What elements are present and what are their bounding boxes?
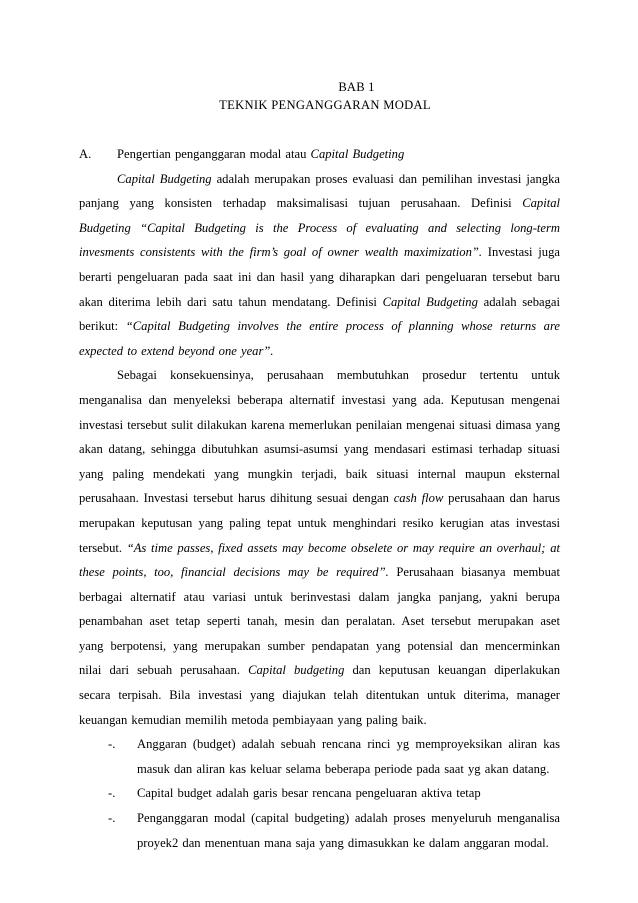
list-bullet: -. xyxy=(108,811,116,826)
paragraph1-quote-1: Capital Budgeting “Capital Budgeting is the Process of evaluating and selecting long-term invesments consistents with the firm’s goal of owner wealth maximization”. xyxy=(79,196,560,260)
section-letter: A. xyxy=(79,147,92,161)
paragraph2-term: Capital budgeting xyxy=(248,663,345,678)
paragraph2-text-4: dan keputusan keuangan diperlakukan secara terpisah. Bila investasi yang diajukan telah ditentukan untuk diterima, manager keuangan kemudian memilih metoda pembiayaan yang paling baik. xyxy=(79,663,560,727)
section-title xyxy=(117,142,404,167)
paragraph1-term-2: Capital Budgeting xyxy=(382,294,478,309)
list-item xyxy=(108,806,560,855)
list-bullet: -. xyxy=(108,786,116,801)
chapter-number: BAB 1 xyxy=(338,80,375,94)
paragraph2-text-2: perusahaan dan harus merupakan keputusan yang paling tepat untuk menghindari resiko kerugian atas investasi tersebut. xyxy=(79,491,560,555)
chapter-title: TEKNIK PENGANGGARAN MODAL xyxy=(219,98,431,112)
paragraph1-term: Capital Budgeting xyxy=(117,171,212,186)
section-heading xyxy=(79,142,560,167)
document-body xyxy=(79,142,560,855)
section-title-italic: Capital Budgeting xyxy=(310,147,405,161)
section-title-text: Pengertian penganggaran modal atau xyxy=(117,147,311,161)
list-bullet: -. xyxy=(108,737,116,752)
paragraph1-text-2: Investasi juga berarti pengeluaran pada saat ini dan hasil yang diharapkan dari pengeluaran tersebut baru akan diterima lebih dari satu tahun mendatang. Definisi xyxy=(79,245,560,309)
definition-list xyxy=(79,732,560,855)
paragraph2-cashflow: cash flow xyxy=(393,491,444,506)
paragraph1-text-1: adalah merupakan proses evaluasi dan pemilihan investasi jangka panjang yang konsisten terhadap maksimalisasi tujuan perusahaan. Definisi xyxy=(79,171,561,211)
paragraph1-text-3: adalah sebagai berikut: xyxy=(79,294,560,334)
list-item xyxy=(108,732,560,781)
list-item-text: Penganggaran modal (capital budgeting) adalah proses menyeluruh menganalisa proyek2 dan menentuan mana saja yang dimasukkan ke dalam anggaran modal. xyxy=(137,811,560,850)
paragraph-definition xyxy=(79,167,560,364)
list-item-text: Capital budget adalah garis besar rencana pengeluaran aktiva tetap xyxy=(137,786,481,801)
paragraph1-quote-2: “Capital Budgeting involves the entire process of planning whose returns are expected to extend beyond one year”. xyxy=(79,319,560,358)
paragraph2-quote: “As time passes, fixed assets may become obselete or may require an overhaul; at these points, too, financial decisions may be required”. xyxy=(79,540,560,580)
paragraph-consequence xyxy=(79,363,560,732)
paragraph2-text-1: Sebagai konsekuensinya, perusahaan membutuhkan prosedur tertentu untuk menganalisa dan menyeleksi beberapa alternatif investasi yang ada. Keputusan mengenai investasi tersebut sulit dilakukan karena memerlukan penilaian mengenai situasi dimasa yang akan datang, sehingga dibutuhkan asumsi-asumsi yang mendasari estimasi terhadap situasi yang paling mendekati yang mungkin terjadi, baik situasi internal maupun eksternal perusahaan. Investasi tersebut harus dihitung sesuai dengan xyxy=(79,368,560,506)
list-item xyxy=(108,781,560,806)
paragraph2-text-3: Perusahaan biasanya membuat berbagai alternatif atau variasi untuk berinvestasi dalam jangka panjang, yakni berupa penambahan aset tetap seperti tanah, mesin dan peralatan. Aset tersebut merupakan aset yang berpotensi, yang merupakan sumber pendapatan yang potensial dan mencerminkan nilai dari sebuah perusahaan. xyxy=(79,565,560,678)
list-item-text: Anggaran (budget) adalah sebuah rencana rinci yg memproyeksikan aliran kas masuk dan aliran kas keluar selama beberapa periode pada saat yg akan datang. xyxy=(137,737,560,776)
